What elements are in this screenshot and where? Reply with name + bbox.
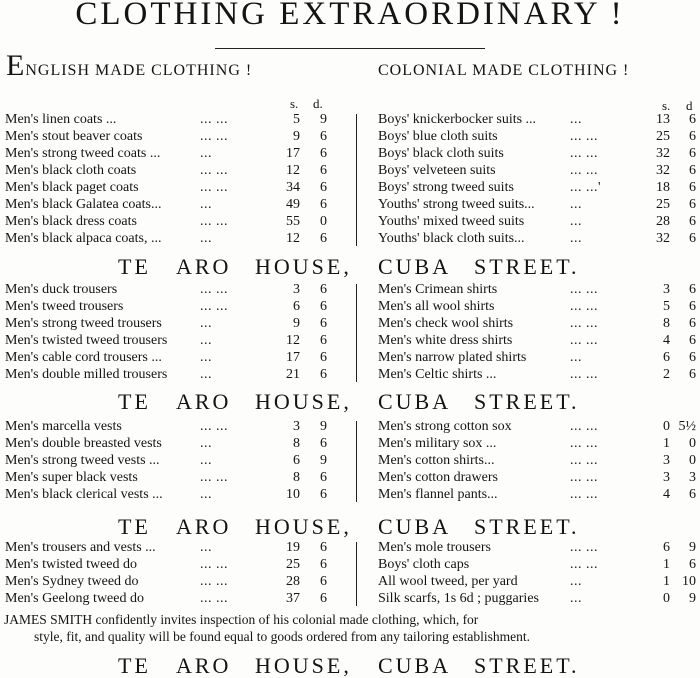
- price-shillings: 4: [663, 487, 670, 502]
- leader-dots: ... ...: [570, 436, 598, 451]
- item-name: Men's marcella vests: [5, 419, 122, 434]
- item-name: Men's trousers and vests ...: [5, 540, 156, 555]
- item-name: Boys' black cloth suits: [378, 146, 504, 161]
- price-row-right: [378, 470, 698, 486]
- price-shillings: 37: [286, 591, 300, 606]
- price-shillings: 9: [293, 316, 300, 331]
- address-banner: [0, 390, 700, 414]
- leader-dots: ... ...: [570, 367, 598, 382]
- item-name: Men's military sox ...: [378, 436, 497, 451]
- leader-dots: ... ...: [200, 557, 228, 572]
- price-row-right: [378, 540, 698, 556]
- banner-word: TE: [118, 514, 151, 539]
- price-row-left: [5, 231, 329, 247]
- title-rule: [215, 48, 485, 49]
- address-banner: [0, 515, 700, 539]
- leader-dots: ...: [570, 574, 582, 589]
- item-name: Men's linen coats ...: [5, 112, 117, 127]
- item-name: Boys' cloth caps: [378, 557, 470, 572]
- price-shillings: 1: [663, 557, 670, 572]
- price-shillings: 5: [663, 299, 670, 314]
- price-row-right: [378, 214, 698, 230]
- leader-dots: ... ...: [570, 163, 598, 178]
- price-pence: 9: [689, 591, 696, 606]
- price-row-left: [5, 129, 329, 145]
- price-shillings: 49: [286, 197, 300, 212]
- leader-dots: ... ...: [570, 487, 598, 502]
- price-row-right: [378, 419, 698, 435]
- price-shillings: 3: [663, 470, 670, 485]
- item-name: Men's Celtic shirts ...: [378, 367, 497, 382]
- price-pence: 9: [320, 453, 327, 468]
- price-pence: 6: [320, 282, 327, 297]
- item-name: Men's Geelong tweed do: [5, 591, 144, 606]
- item-name: Men's duck trousers: [5, 282, 118, 297]
- price-pence: 6: [320, 350, 327, 365]
- banner-word: ARO: [176, 389, 232, 414]
- price-pence: 6: [689, 129, 696, 144]
- price-row-right: [378, 350, 698, 366]
- banner-word: TE: [118, 653, 151, 678]
- leader-dots: ...: [570, 591, 582, 606]
- item-name: Men's strong tweed coats ...: [5, 146, 161, 161]
- price-pence: 6: [320, 540, 327, 555]
- banner-word: ARO: [176, 254, 232, 279]
- price-pence: 6: [320, 367, 327, 382]
- leader-dots: ... ...: [200, 214, 228, 229]
- price-shillings: 34: [286, 180, 300, 195]
- item-name: Youths' strong tweed suits...: [378, 197, 535, 212]
- price-row-right: [378, 453, 698, 469]
- price-row-left: [5, 419, 329, 435]
- banner-word: TE: [118, 389, 151, 414]
- address-banner: [0, 654, 700, 678]
- item-name: Silk scarfs, 1s 6d ; puggaries: [378, 591, 539, 606]
- price-pence: 6: [320, 197, 327, 212]
- price-pence: 6: [320, 146, 327, 161]
- price-pence: 9: [320, 112, 327, 127]
- price-shillings: 18: [656, 180, 670, 195]
- price-pence: 6: [689, 214, 696, 229]
- leader-dots: ... ...: [570, 333, 598, 348]
- item-name: Men's narrow plated shirts: [378, 350, 527, 365]
- leader-dots: ... ...: [200, 129, 228, 144]
- column-divider: [356, 421, 357, 502]
- price-row-right: [378, 487, 698, 503]
- leader-dots: ... ...: [570, 540, 598, 555]
- banner-word: ARO: [176, 514, 232, 539]
- price-shillings: 12: [286, 333, 300, 348]
- item-name: Men's black cloth coats: [5, 163, 137, 178]
- price-shillings: 8: [663, 316, 670, 331]
- price-shillings: 28: [286, 574, 300, 589]
- leader-dots: ...: [200, 146, 212, 161]
- price-row-left: [5, 470, 329, 486]
- leader-dots: ...: [570, 214, 582, 229]
- leader-dots: ...: [200, 367, 212, 382]
- item-name: Men's double milled trousers: [5, 367, 168, 382]
- price-row-right: [378, 282, 698, 298]
- leader-dots: ...: [570, 197, 582, 212]
- leader-dots: ...: [200, 540, 212, 555]
- price-pence: 6: [689, 333, 696, 348]
- price-pence: 6: [320, 180, 327, 195]
- leader-dots: ...: [200, 197, 212, 212]
- item-name: Boys' knickerbocker suits ...: [378, 112, 537, 127]
- banner-word: HOUSE,: [255, 254, 352, 279]
- price-row-left: [5, 453, 329, 469]
- leader-dots: ...: [200, 487, 212, 502]
- price-shillings: 13: [656, 112, 670, 127]
- price-row-left: [5, 214, 329, 230]
- price-row-left: [5, 367, 329, 383]
- price-shillings: 3: [293, 419, 300, 434]
- banner-word: STREET.: [474, 653, 580, 678]
- price-shillings: 9: [293, 129, 300, 144]
- column-label-shillings-right: s.: [662, 98, 671, 113]
- price-row-left: [5, 180, 329, 196]
- price-shillings: 25: [656, 197, 670, 212]
- price-row-right: [378, 557, 698, 573]
- price-row-right: [378, 591, 698, 607]
- leader-dots: ... ...: [570, 299, 598, 314]
- item-name: Men's all wool shirts: [378, 299, 495, 314]
- item-name: Men's twisted tweed trousers: [5, 333, 168, 348]
- item-name: Men's tweed trousers: [5, 299, 124, 314]
- price-pence: 6: [689, 487, 696, 502]
- price-shillings: 2: [663, 367, 670, 382]
- price-shillings: 8: [293, 436, 300, 451]
- item-name: Men's Crimean shirts: [378, 282, 498, 297]
- leader-dots: ...: [200, 453, 212, 468]
- column-divider: [356, 284, 357, 382]
- column-label-pence-left: d.: [313, 96, 323, 111]
- price-pence: 6: [689, 112, 696, 127]
- price-pence: 6: [320, 316, 327, 331]
- leader-dots: ...: [570, 231, 582, 246]
- price-row-left: [5, 197, 329, 213]
- price-shillings: 4: [663, 333, 670, 348]
- price-row-left: [5, 436, 329, 452]
- item-name: Men's black dress coats: [5, 214, 137, 229]
- item-name: Youths' mixed tweed suits: [378, 214, 525, 229]
- leader-dots: ... ...: [200, 180, 228, 195]
- column-label-pence-right: d: [686, 98, 693, 113]
- banner-word: CUBA: [378, 514, 452, 539]
- price-pence: 10: [682, 574, 696, 589]
- leader-dots: ... ...: [200, 470, 228, 485]
- leader-dots: ...: [200, 333, 212, 348]
- price-pence: 6: [689, 163, 696, 178]
- item-name: Men's black paget coats: [5, 180, 139, 195]
- column-label-shillings-left: s.: [290, 96, 299, 111]
- price-row-left: [5, 316, 329, 332]
- price-row-left: [5, 540, 329, 556]
- item-name: Men's strong tweed vests ...: [5, 453, 160, 468]
- price-shillings: 6: [293, 453, 300, 468]
- price-shillings: 8: [293, 470, 300, 485]
- price-shillings: 0: [663, 419, 670, 434]
- price-row-left: [5, 112, 329, 128]
- price-row-right: [378, 436, 698, 452]
- english-heading-text: NGLISH MADE CLOTHING !: [25, 62, 253, 79]
- price-shillings: 3: [663, 282, 670, 297]
- banner-word: HOUSE,: [255, 653, 352, 678]
- price-pence: 0: [689, 436, 696, 451]
- price-shillings: 12: [286, 231, 300, 246]
- price-shillings: 5: [293, 112, 300, 127]
- banner-word: HOUSE,: [255, 514, 352, 539]
- item-name: Men's mole trousers: [378, 540, 491, 555]
- item-name: Men's Sydney tweed do: [5, 574, 139, 589]
- price-row-left: [5, 146, 329, 162]
- item-name: Men's cable cord trousers ...: [5, 350, 162, 365]
- banner-word: STREET.: [474, 514, 580, 539]
- item-name: Men's cotton shirts...: [378, 453, 495, 468]
- price-row-right: [378, 197, 698, 213]
- price-pence: 6: [320, 470, 327, 485]
- price-pence: 6: [320, 591, 327, 606]
- price-row-right: [378, 180, 698, 196]
- price-pence: 6: [689, 282, 696, 297]
- price-row-left: [5, 350, 329, 366]
- price-pence: 6: [320, 436, 327, 451]
- leader-dots: ... ...: [200, 574, 228, 589]
- price-pence: 0: [320, 214, 327, 229]
- price-pence: 6: [689, 197, 696, 212]
- item-name: Men's white dress shirts: [378, 333, 513, 348]
- item-name: Men's black Galatea coats...: [5, 197, 162, 212]
- banner-word: CUBA: [378, 653, 452, 678]
- leader-dots: ... ...: [570, 129, 598, 144]
- item-name: Men's strong cotton sox: [378, 419, 512, 434]
- leader-dots: ... ...': [570, 180, 602, 195]
- price-pence: 9: [689, 540, 696, 555]
- item-name: Boys' strong tweed suits: [378, 180, 514, 195]
- price-shillings: 1: [663, 436, 670, 451]
- price-shillings: 19: [286, 540, 300, 555]
- price-row-right: [378, 129, 698, 145]
- price-row-left: [5, 282, 329, 298]
- price-row-left: [5, 299, 329, 315]
- column-divider: [356, 542, 357, 606]
- price-pence: 6: [689, 299, 696, 314]
- leader-dots: ... ...: [200, 282, 228, 297]
- price-pence: 6: [320, 163, 327, 178]
- item-name: Men's cotton drawers: [378, 470, 498, 485]
- price-pence: 6: [320, 231, 327, 246]
- leader-dots: ... ...: [570, 557, 598, 572]
- banner-word: CUBA: [378, 389, 452, 414]
- item-name: Men's stout beaver coats: [5, 129, 143, 144]
- item-name: Boys' velveteen suits: [378, 163, 496, 178]
- price-pence: 6: [320, 299, 327, 314]
- price-shillings: 55: [286, 214, 300, 229]
- price-row-left: [5, 163, 329, 179]
- banner-word: STREET.: [474, 389, 580, 414]
- footer-line-2: style, fit, and quality will be found equal to goods ordered from any tailoring establishment.: [34, 629, 531, 644]
- leader-dots: ... ...: [200, 591, 228, 606]
- price-pence: 6: [689, 231, 696, 246]
- leader-dots: ... ...: [570, 470, 598, 485]
- leader-dots: ...: [570, 112, 582, 127]
- price-pence: 6: [320, 557, 327, 572]
- leader-dots: ... ...: [200, 299, 228, 314]
- item-name: Men's check wool shirts: [378, 316, 514, 331]
- price-row-right: [378, 367, 698, 383]
- price-pence: 6: [689, 316, 696, 331]
- banner-word: TE: [118, 254, 151, 279]
- item-name: Youths' black cloth suits...: [378, 231, 525, 246]
- item-name: Men's black clerical vests ...: [5, 487, 163, 502]
- price-shillings: 3: [293, 282, 300, 297]
- price-shillings: 0: [663, 591, 670, 606]
- price-pence: 6: [689, 146, 696, 161]
- price-pence: 3: [689, 470, 696, 485]
- banner-word: STREET.: [474, 254, 580, 279]
- price-pence: 6: [320, 333, 327, 348]
- price-pence: 6: [689, 350, 696, 365]
- price-pence: 6: [689, 180, 696, 195]
- english-heading-dropcap: E: [6, 49, 26, 82]
- price-row-right: [378, 574, 698, 590]
- leader-dots: ... ...: [200, 163, 228, 178]
- price-pence: 9: [320, 419, 327, 434]
- price-shillings: 21: [286, 367, 300, 382]
- price-shillings: 32: [656, 163, 670, 178]
- item-name: Men's super black vests: [5, 470, 138, 485]
- price-pence: 6: [320, 574, 327, 589]
- price-row-left: [5, 487, 329, 503]
- price-row-left: [5, 591, 329, 607]
- leader-dots: ... ...: [570, 419, 598, 434]
- price-row-right: [378, 163, 698, 179]
- item-name: All wool tweed, per yard: [378, 574, 518, 589]
- english-heading: [6, 49, 253, 82]
- price-row-right: [378, 231, 698, 247]
- price-shillings: 12: [286, 163, 300, 178]
- price-row-right: [378, 112, 698, 128]
- leader-dots: ...: [200, 231, 212, 246]
- item-name: Boys' blue cloth suits: [378, 129, 498, 144]
- price-shillings: 28: [656, 214, 670, 229]
- price-row-right: [378, 299, 698, 315]
- price-row-left: [5, 557, 329, 573]
- price-row-right: [378, 333, 698, 349]
- advert-title: CLOTHING EXTRAORDINARY !: [75, 0, 625, 32]
- item-name: Men's twisted tweed do: [5, 557, 138, 572]
- price-shillings: 6: [663, 540, 670, 555]
- price-shillings: 25: [656, 129, 670, 144]
- price-shillings: 25: [286, 557, 300, 572]
- item-name: Men's black alpaca coats, ...: [5, 231, 162, 246]
- leader-dots: ...: [570, 350, 582, 365]
- price-pence: 0: [689, 453, 696, 468]
- item-name: Men's flannel pants...: [378, 487, 498, 502]
- banner-word: ARO: [176, 653, 232, 678]
- item-name: Men's double breasted vests: [5, 436, 162, 451]
- price-shillings: 1: [663, 574, 670, 589]
- leader-dots: ... ...: [200, 112, 228, 127]
- price-shillings: 10: [286, 487, 300, 502]
- address-banner: [0, 255, 700, 279]
- price-row-right: [378, 316, 698, 332]
- leader-dots: ...: [200, 436, 212, 451]
- price-shillings: 6: [293, 299, 300, 314]
- footer-line-1: JAMES SMITH confidently invites inspection of his colonial made clothing, which, for: [4, 612, 479, 627]
- column-divider: [356, 114, 357, 246]
- item-name: Men's strong tweed trousers: [5, 316, 162, 331]
- leader-dots: ...: [200, 316, 212, 331]
- banner-word: CUBA: [378, 254, 452, 279]
- leader-dots: ... ...: [200, 419, 228, 434]
- price-shillings: 17: [286, 350, 300, 365]
- leader-dots: ...: [200, 350, 212, 365]
- price-pence: 6: [320, 129, 327, 144]
- price-pence: 6: [689, 557, 696, 572]
- price-shillings: 6: [663, 350, 670, 365]
- price-shillings: 17: [286, 146, 300, 161]
- price-shillings: 3: [663, 453, 670, 468]
- price-pence: 6: [320, 487, 327, 502]
- price-row-left: [5, 333, 329, 349]
- leader-dots: ... ...: [570, 146, 598, 161]
- price-row-left: [5, 574, 329, 590]
- banner-word: HOUSE,: [255, 389, 352, 414]
- price-row-right: [378, 146, 698, 162]
- leader-dots: ... ...: [570, 316, 598, 331]
- leader-dots: ... ...: [570, 282, 598, 297]
- colonial-heading: COLONIAL MADE CLOTHING !: [378, 62, 630, 79]
- price-shillings: 32: [656, 146, 670, 161]
- price-shillings: 32: [656, 231, 670, 246]
- price-pence: 6: [689, 367, 696, 382]
- price-pence: 5½: [678, 419, 696, 434]
- footer-notice: [4, 611, 696, 645]
- leader-dots: ... ...: [570, 453, 598, 468]
